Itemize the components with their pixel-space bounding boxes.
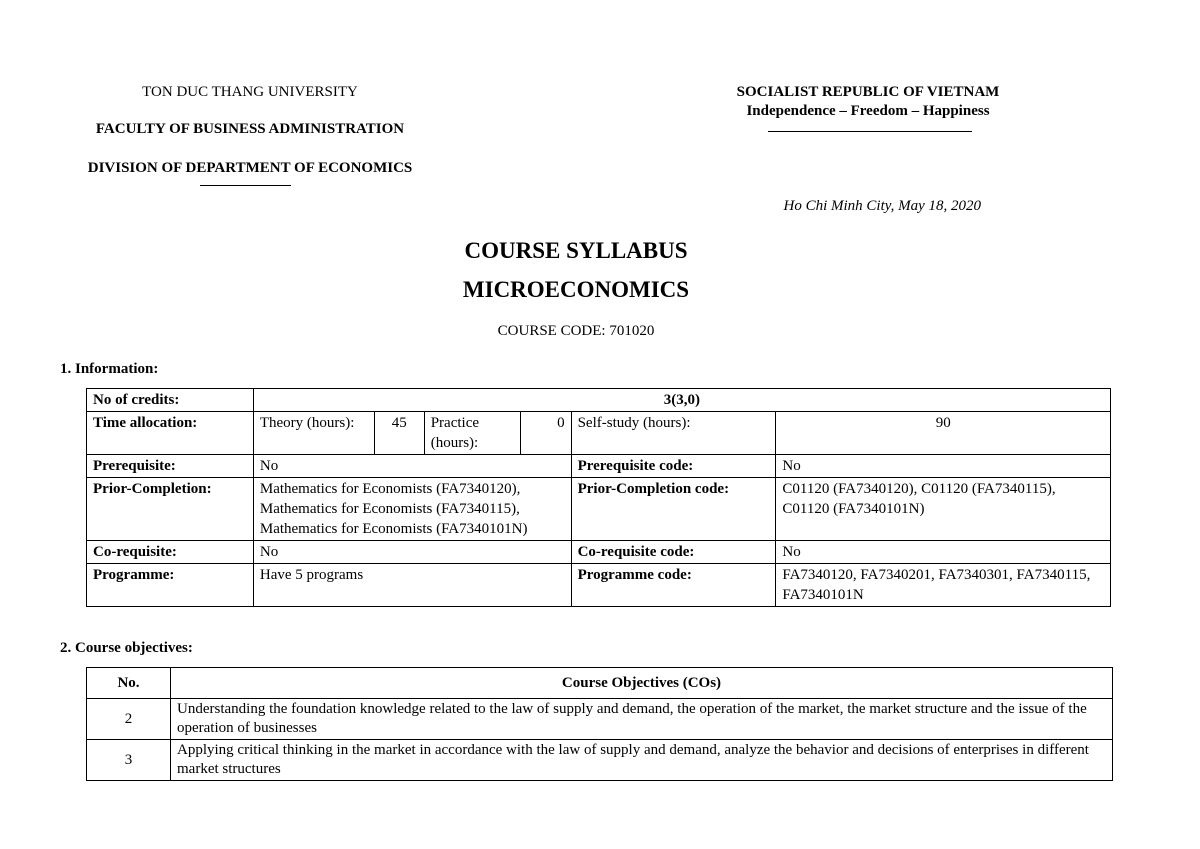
objectives-table (86, 667, 1113, 781)
objectives-col-no: No. (87, 668, 171, 699)
co-requisite-label: Co-requisite: (87, 541, 254, 564)
national-motto: Independence – Freedom – Happiness (746, 103, 990, 119)
information-table (86, 388, 1111, 607)
programme-code-label: Programme code: (571, 564, 776, 607)
practice-label: Practice (hours): (424, 412, 520, 455)
section-objectives-heading: 2. Course objectives: (60, 640, 193, 656)
left-header-rule (200, 185, 291, 186)
right-header-rule (768, 131, 972, 132)
section-information-heading: 1. Information: (60, 361, 159, 377)
course-name: MICROECONOMICS (462, 277, 690, 302)
prior-completion-code-label: Prior-Completion code: (571, 478, 776, 541)
table-row (87, 541, 1111, 564)
co-requisite-value: No (253, 541, 571, 564)
table-row (87, 478, 1111, 541)
credits-value: 3(3,0) (253, 389, 1110, 412)
time-allocation-label: Time allocation: (87, 412, 254, 455)
university-name: TON DUC THANG UNIVERSITY (142, 84, 358, 100)
co-requisite-code-value: No (776, 541, 1111, 564)
credits-label: No of credits: (87, 389, 254, 412)
objective-no: 2 (87, 699, 171, 740)
country-name: SOCIALIST REPUBLIC OF VIETNAM (736, 84, 1000, 100)
table-row (87, 455, 1111, 478)
prerequisite-code-value: No (776, 455, 1111, 478)
theory-label: Theory (hours): (253, 412, 374, 455)
table-row (87, 412, 1111, 455)
programme-code-value: FA7340120, FA7340201, FA7340301, FA7340115, FA7340101N (776, 564, 1111, 607)
objective-text: Applying critical thinking in the market in accordance with the law of supply and demand, analyze the behavior and decisions of enterprises in different market structures (171, 740, 1113, 781)
prior-completion-value: Mathematics for Economists (FA7340120), Mathematics for Economists (FA7340115), Mathematics for Economists (FA7340101N) (253, 478, 571, 541)
prior-completion-label: Prior-Completion: (87, 478, 254, 541)
self-study-label: Self-study (hours): (571, 412, 776, 455)
objective-no: 3 (87, 740, 171, 781)
objectives-col-title: Course Objectives (COs) (171, 668, 1113, 699)
co-requisite-code-label: Co-requisite code: (571, 541, 776, 564)
prerequisite-label: Prerequisite: (87, 455, 254, 478)
theory-value: 45 (374, 412, 424, 455)
faculty-name: FACULTY OF BUSINESS ADMINISTRATION (95, 121, 405, 137)
practice-value: 0 (520, 412, 571, 455)
table-row (87, 699, 1113, 740)
table-row (87, 668, 1113, 699)
objective-text: Understanding the foundation knowledge related to the law of supply and demand, the operation of the market, the market structure and the issue of the operation of businesses (171, 699, 1113, 740)
syllabus-title: COURSE SYLLABUS (464, 238, 688, 263)
course-code: COURSE CODE: 701020 (497, 323, 655, 339)
place-date: Ho Chi Minh City, May 18, 2020 (783, 198, 981, 214)
prior-completion-code-value: C01120 (FA7340120), C01120 (FA7340115), C01120 (FA7340101N) (776, 478, 1111, 541)
programme-label: Programme: (87, 564, 254, 607)
programme-value: Have 5 programs (253, 564, 571, 607)
prerequisite-value: No (253, 455, 571, 478)
prerequisite-code-label: Prerequisite code: (571, 455, 776, 478)
table-row (87, 389, 1111, 412)
table-row (87, 740, 1113, 781)
division-name: DIVISION OF DEPARTMENT OF ECONOMICS (87, 160, 413, 176)
table-row (87, 564, 1111, 607)
self-study-value: 90 (776, 412, 1111, 455)
